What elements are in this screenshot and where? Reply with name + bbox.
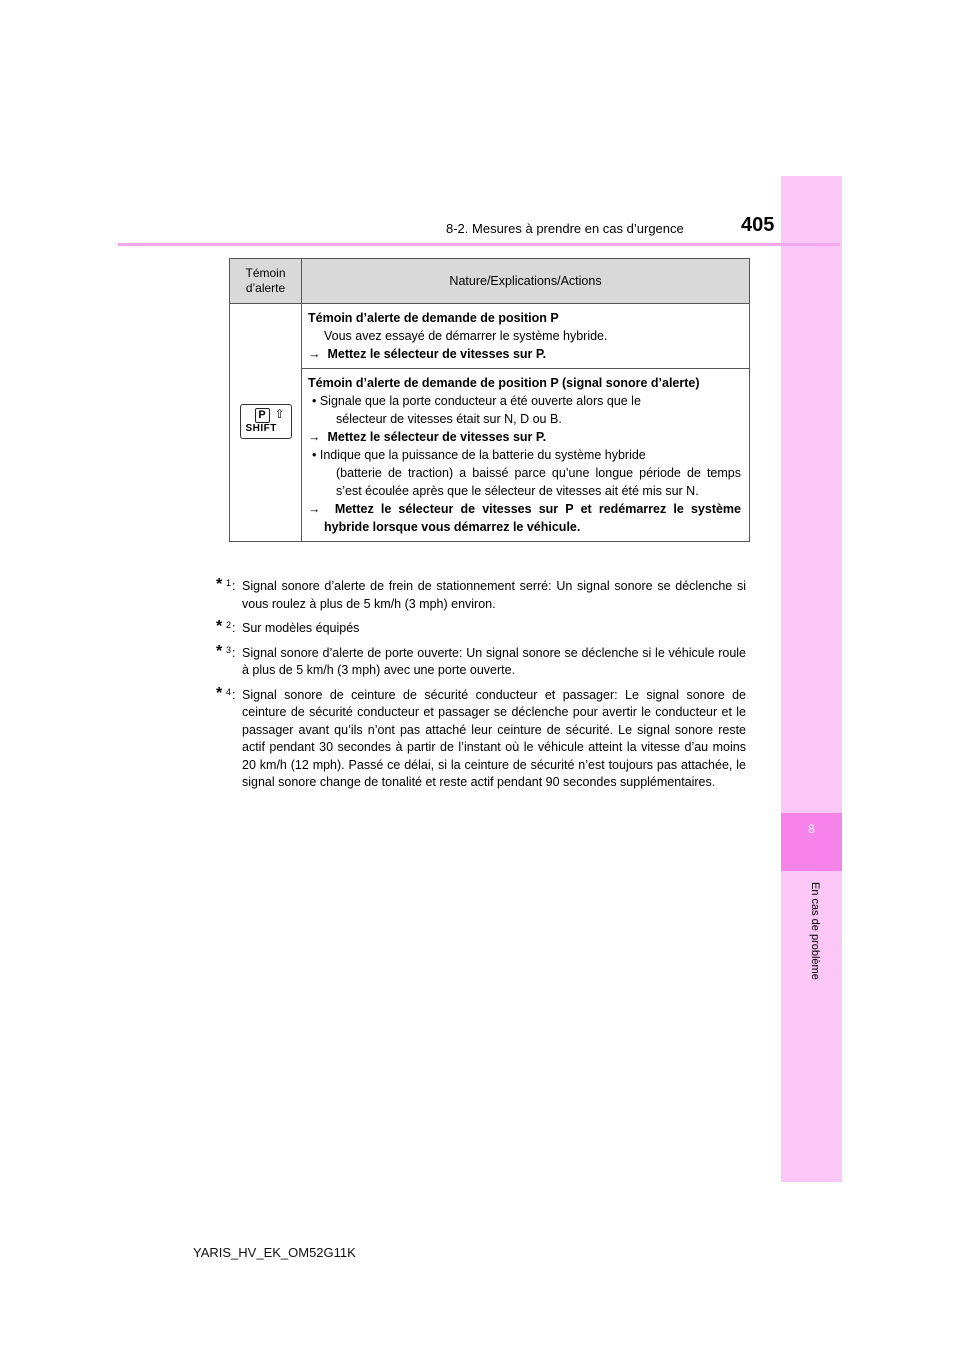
section-title: 8-2. Mesures à prendre en cas d’urgence [446,221,684,236]
chapter-number: 8 [808,822,815,836]
side-tab-background [781,176,842,1182]
footnote-text: Sur modèles équipés [242,621,360,635]
shift-up-arrow-icon: ⇧ [274,406,285,421]
shift-label: SHIFT [245,422,277,434]
row2-bullet1: • Signale que la porte conducteur a été ouverte alors que le [312,394,641,408]
row2-action1-text: Mettez le sélecteur de vitesses sur P. [327,430,547,444]
table-row [230,304,750,369]
row2-content [302,369,750,542]
footnote-colon: : [232,687,236,702]
row1-action-text: Mettez le sélecteur de vitesses sur P. [327,347,547,361]
document-code: YARIS_HV_EK_OM52G11K [193,1245,356,1260]
row2-title: Témoin d’alerte de demande de position P (signal sonore d’alerte) [308,376,700,390]
asterisk: * [216,576,223,593]
row2-action2-text: Mettez le sélecteur de vitesses sur P et redémarrez le système hybride lorsque vous démarrez le véhicule. [324,502,741,534]
footnote-colon: : [232,579,236,593]
footnote-number: 1 [226,578,232,588]
header-rule [118,243,840,246]
shift-p-letter: P [255,408,270,423]
table-row [230,369,750,542]
arrow-icon: → [308,430,321,444]
footnote [216,642,746,680]
asterisk: * [216,642,223,660]
footnote-text: Signal sonore d’alerte de frein de stationnement serré: Un signal sonore se déclenche si vous roulez à plus de 5 km/h (3 mph) environ. [242,579,746,611]
footnote-text: Signal sonore de ceinture de sécurité conducteur et passager: Le signal sonore de ceinture de sécurité conducteur et passager se déclenche pour avertir le conducteur et le passager avant qu’ils n’ont pas attaché leur ceinture de sécurité. Le signal sonore reste actif pendant 30 secondes à partir de l’instant où le véhicule atteint la vitesse d’au moins 20 km/h (12 mph). Passé ce délai, si la ceinture de sécurité n’est toujours pas attachée, le signal sonore change de tonalité et reste actif pendant 90 secondes supplémentaires. [242,687,746,789]
column-header-warning-light: Témoin d’alerte [230,259,302,304]
footnote-number: 4 [226,686,232,697]
row1-action [308,345,741,363]
arrow-icon: → [308,347,321,361]
table-header-row [230,259,750,304]
footnote-colon: : [232,621,236,635]
row2-action1 [308,428,741,446]
page-number: 405 [741,214,775,236]
arrow-icon: → [308,502,321,516]
row2-bullet1-cont: sélecteur de vitesses était sur N, D ou B. [336,412,562,426]
column-header-description: Nature/Explications/Actions [302,259,750,304]
icon-cell [230,304,302,542]
footnote-number: 2 [226,620,232,630]
row1-content [302,304,750,369]
footnote [216,620,746,638]
shift-p-indicator-icon [240,404,292,439]
row1-description: Vous avez essayé de démarrer le système hybride. [324,329,608,343]
footnote-number: 3 [226,644,232,655]
row2-bullet2: • Indique que la puissance de la batterie du système hybride [312,448,646,462]
chapter-label: En cas de problème [809,882,821,980]
row2-action2 [308,500,741,536]
footnotes [216,578,746,799]
footnote-colon: : [232,645,236,660]
warning-light-table [229,258,750,542]
row2-bullet2-cont: (batterie de traction) a baissé parce qu’une longue période de temps s’est écoulée après que le sélecteur de vitesses ait été mis sur N. [336,466,741,498]
footnote-text: Signal sonore d’alerte de porte ouverte: Un signal sonore se déclenche si le véhicule roule à plus de 5 km/h (3 mph) avec une porte ouverte. [242,645,746,677]
asterisk: * [216,684,223,702]
row1-title: Témoin d’alerte de demande de position P [308,311,559,325]
asterisk: * [216,618,223,635]
footnote [216,684,746,792]
footnote [216,578,746,613]
